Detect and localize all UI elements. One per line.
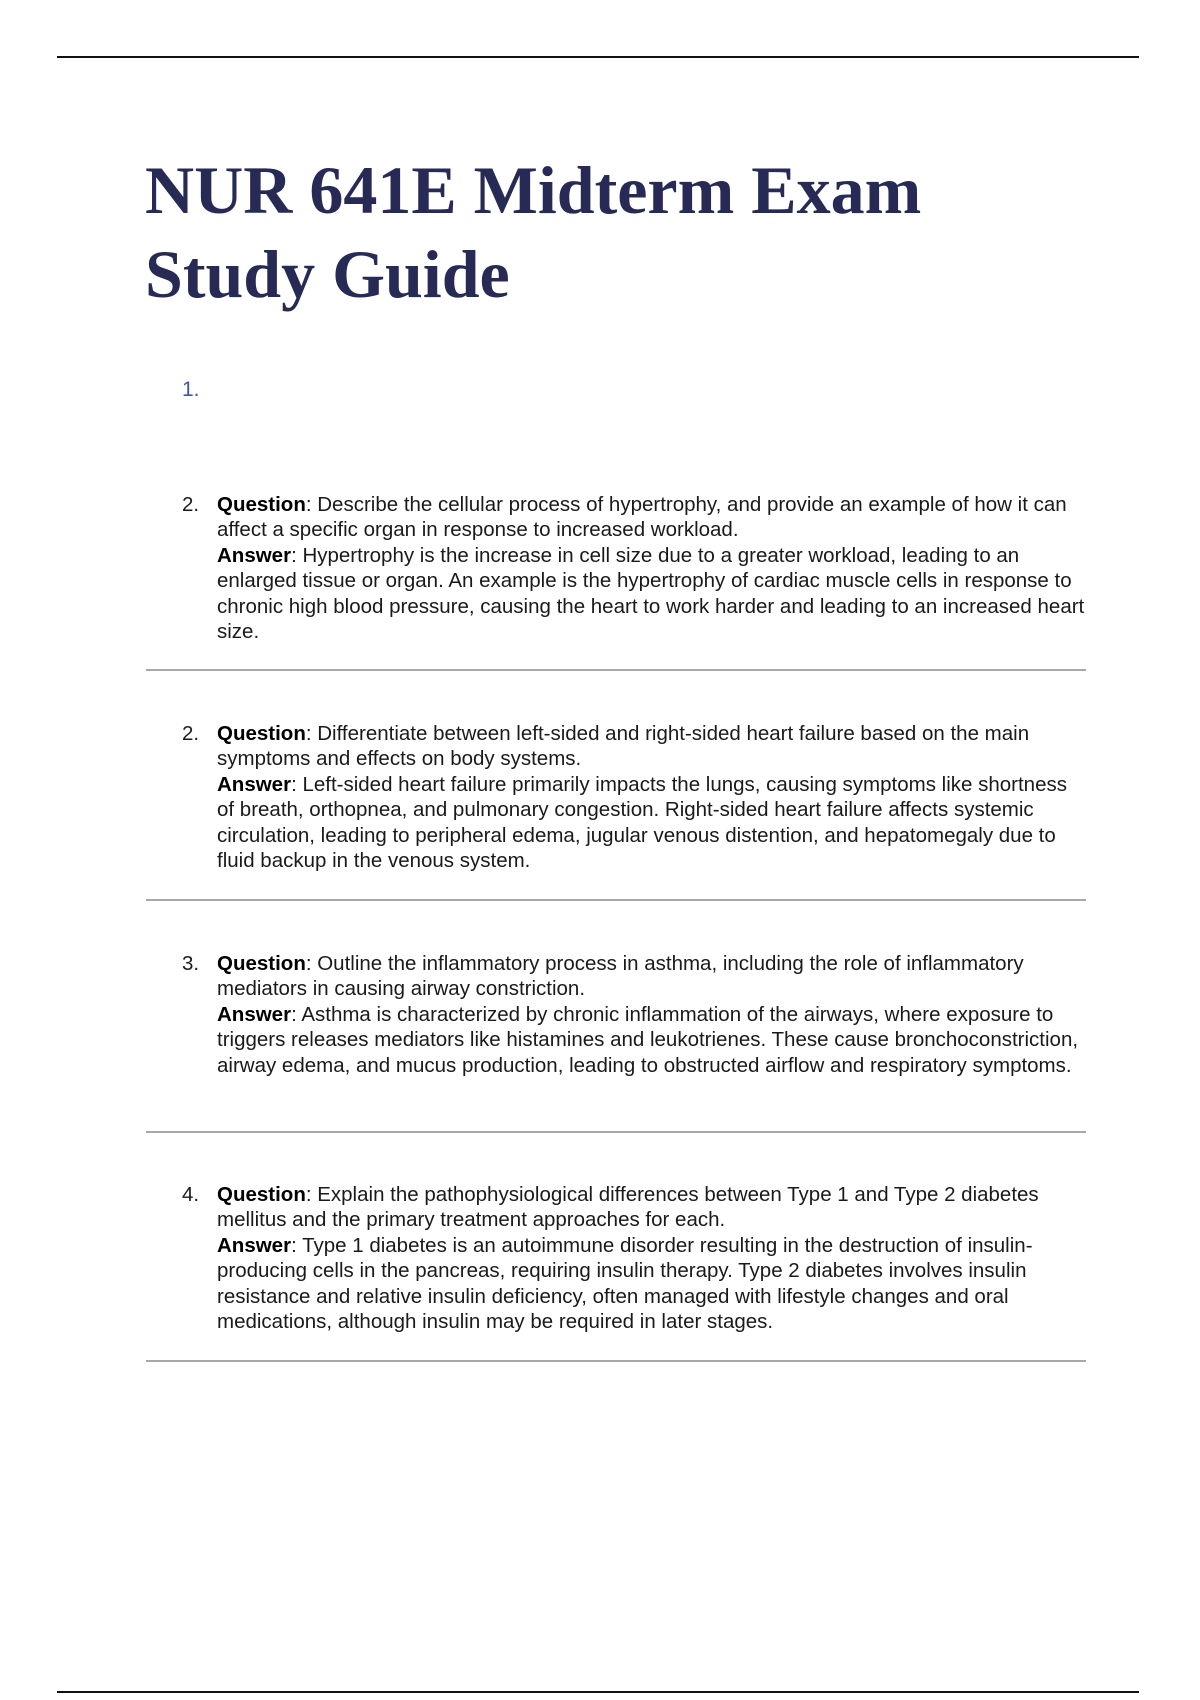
question-text: : Outline the inflammatory process in asthma, including the role of inflammatory mediators in causing airway constriction.	[217, 952, 1024, 1001]
qa-item	[146, 492, 1086, 644]
header-rule	[57, 56, 1139, 58]
answer-label: Answer	[217, 1002, 292, 1026]
question-label: Question	[217, 493, 306, 516]
answer-text: : Type 1 diabetes is an autoimmune disorder resulting in the destruction of insulin-producing cells in the pancreas, requiring insulin therapy. Type 2 diabetes involves insulin resistance and relative insulin deficiency, often managed with lifestyle changes and oral medications, although insulin may be required in later stages.	[217, 1233, 1033, 1334]
answer-label: Answer	[217, 543, 292, 567]
document-title: NUR 641E Midterm Exam Study Guide	[145, 152, 922, 312]
footer-rule	[57, 1691, 1139, 1693]
question-text: : Explain the pathophysiological differences between Type 1 and Type 2 diabetes mellitus and the primary treatment approaches for each.	[217, 1183, 1039, 1232]
empty-list-item-number: 1.	[182, 378, 200, 401]
item-number: 2.	[182, 722, 200, 745]
answer-text: : Left-sided heart failure primarily impacts the lungs, causing symptoms like shortness of breath, orthopnea, and pulmonary congestion. Right-sided heart failure affects systemic circulation, leading to peripheral edema, jugular venous distention, and hepatomegaly due to fluid backup in the venous system.	[217, 772, 1067, 873]
answer-label: Answer	[217, 772, 292, 796]
qa-item	[146, 721, 1086, 873]
answer-text: : Asthma is characterized by chronic inflammation of the airways, where exposure to triggers releases mediators like histamines and leukotrienes. These cause bronchoconstriction, airway edema, and mucus production, leading to obstructed airflow and respiratory symptoms.	[217, 1002, 1079, 1077]
question-label: Question	[217, 722, 306, 745]
question-text: : Describe the cellular process of hypertrophy, and provide an example of how it can affect a specific organ in response to increased workload.	[217, 493, 1067, 542]
separator	[146, 1131, 1086, 1133]
answer-text: : Hypertrophy is the increase in cell size due to a greater workload, leading to an enlarged tissue or organ. An example is the hypertrophy of cardiac muscle cells in response to chronic high blood pressure, causing the heart to work harder and leading to an increased heart size.	[217, 543, 1085, 644]
item-number: 2.	[182, 493, 200, 516]
question-label: Question	[217, 952, 306, 975]
qa-item	[146, 1182, 1086, 1334]
separator	[146, 669, 1086, 671]
separator	[146, 1360, 1086, 1362]
item-number: 3.	[182, 952, 200, 975]
question-label: Question	[217, 1183, 306, 1206]
qa-item	[146, 951, 1086, 1078]
separator	[146, 899, 1086, 901]
answer-label: Answer	[217, 1233, 292, 1257]
question-text: : Differentiate between left-sided and right-sided heart failure based on the main symptoms and effects on body systems.	[217, 722, 1030, 771]
item-number: 4.	[182, 1183, 200, 1206]
